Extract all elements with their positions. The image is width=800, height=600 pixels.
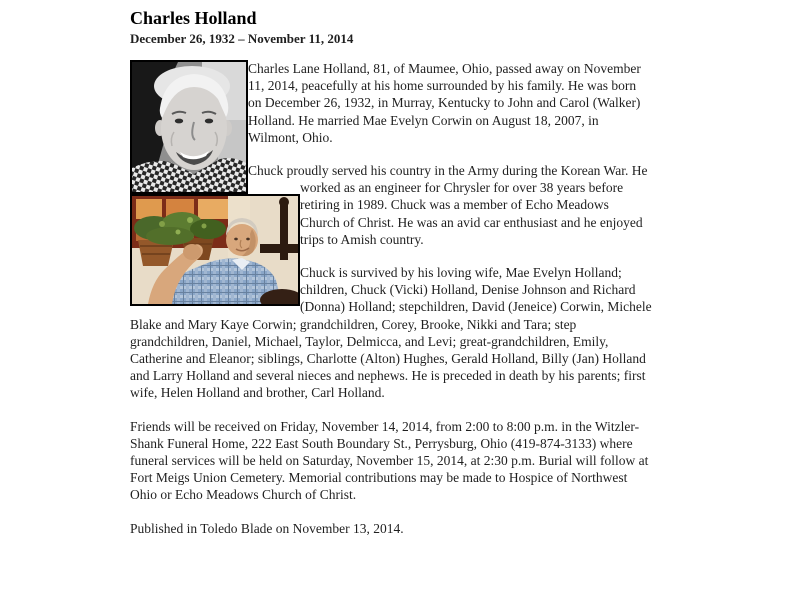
paragraph-visitation: Friends will be received on Friday, November 14, 2014, from 2:00 to 8:00 p.m. in the Witzler-Shank Funeral Home, 222 East South Boundary St., Perrysburg, Ohio (419-874-3133) where funeral services will be held on Saturday, November 15, 2014, at 2:30 p.m. Burial will follow at Fort Meigs Union Cemetery. Memorial contributions may be made to Hospice of Northwest Ohio or Echo Meadows Church of Christ. [130, 418, 649, 503]
obituary-content [130, 8, 652, 537]
page-title: Charles Holland [130, 8, 257, 28]
published-line: Published in Toledo Blade on November 13, 2014. [130, 520, 404, 536]
obituary-body [130, 60, 652, 537]
paragraph-service-career: Chuck proudly served his country in the Army during the Korean War. He worked as an engineer for Chrysler for over 38 years before retiring in 1989. Chuck was a member of Echo Meadows Church of Christ. He was an avid car enthusiast and he enjoyed trips to Amish country. [248, 163, 648, 247]
bw-portrait-image [132, 62, 246, 192]
paragraph-survivors: Chuck is survived by his loving wife, Mae Evelyn Holland; children, Chuck (Vicki) Holland, Denise Johnson and Richard (Donna) Holland; stepchildren, David (Jeneice) Corwin, Michele Blake and Mary Kaye Corwin; grandchildren, Corey, Brooke, Nikki and Tara; step grandchildren, Daniel, Michael, Taylor, Delmicca, and Levi; great-grandchildren, Emily, Catherine and Eleanor; siblings, Charlotte (Alton) Hughes, Gerald Holland, Billy (Jan) Holland and Larry Holland and several nieces and nephews. He is preceded in death by his parents; first wife, Helen Holland and brother, Carl Holland. [130, 265, 652, 401]
paragraph-biography: Charles Lane Holland, 81, of Maumee, Ohio, passed away on November 11, 2014, peacefully at his home surrounded by his family. He was born on December 26, 1932, in Murray, Kentucky to John and Carol (Walker) Holland. He married Mae Evelyn Corwin on August 18, 2007, in Wilmont, Ohio. [248, 61, 641, 145]
bw-portrait-photo [130, 60, 248, 194]
obituary-dates: December 26, 1932 – November 11, 2014 [130, 31, 354, 46]
color-portrait-photo [130, 194, 300, 306]
color-portrait-image [132, 196, 298, 304]
